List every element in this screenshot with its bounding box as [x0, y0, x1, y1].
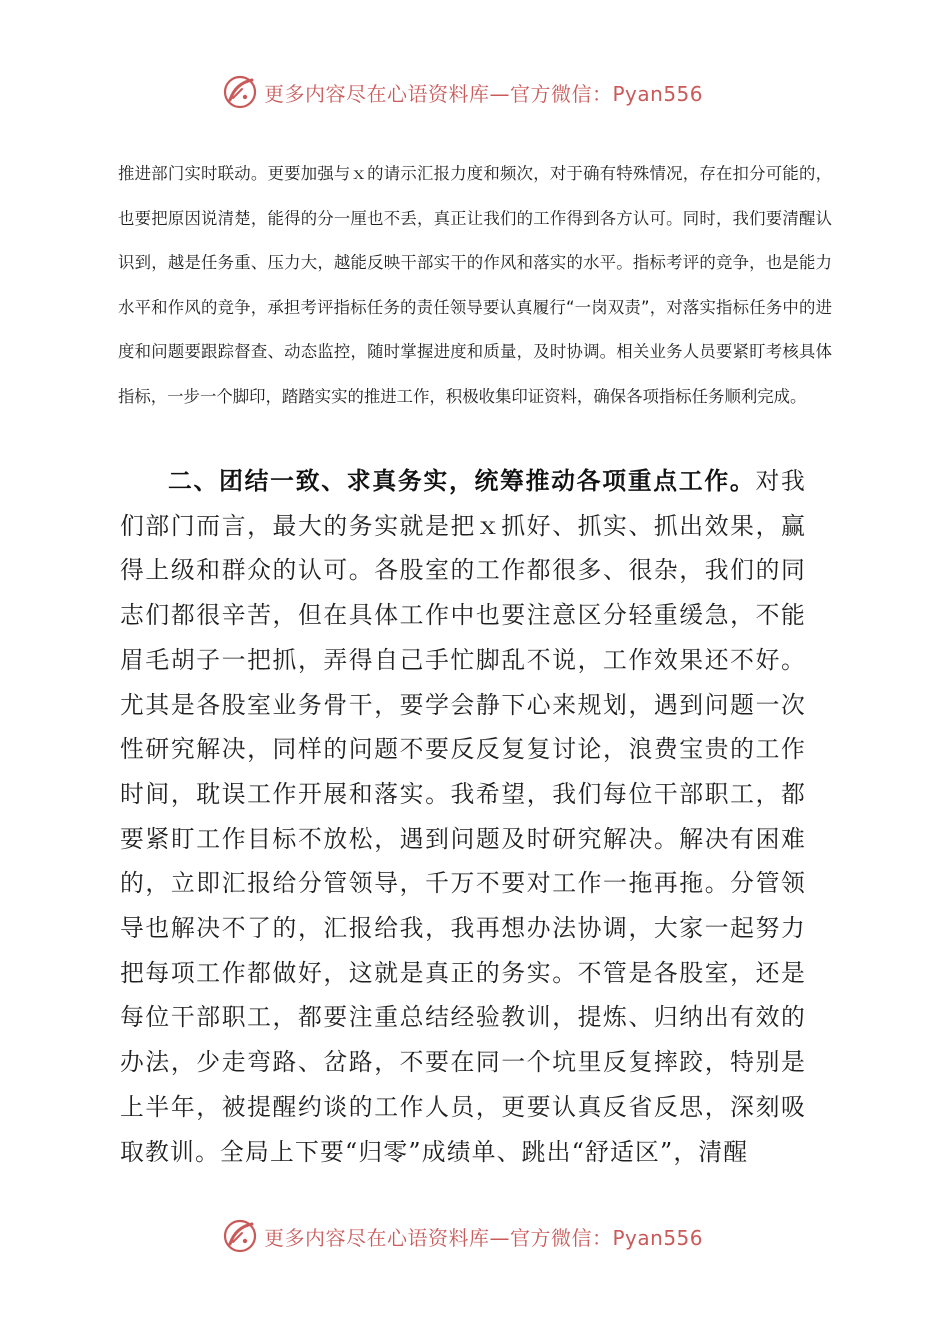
body-paragraph-1: 推进部门实时联动。更要加强与ｘ的请示汇报力度和频次，对于确有特殊情况，存在扣分可能的，也要把原因说清楚，能得的分一厘也不丢，真正让我们的工作得到各方认可。同时，我们要清醒认识到，越是任务重、压力大，越能反映干部实干的作风和落实的水平。指标考评的竞争，也是能力水平和作风的竞争，承担考评指标任务的责任领导要认真履行“一岗双责”，对落实指标任务中的进度和问题要跟踪督查、动态监控，随时掌握进度和质量，及时协调。相关业务人员要紧盯考核具体指标，一步一个脚印，踏踏实实的推进工作，积极收集印证资料，确保各项指标任务顺利完成。 [118, 164, 832, 406]
watermark-text [264, 1222, 703, 1251]
body-paragraph-2 [120, 459, 806, 1174]
watermark-wechat-handle: Pyan556 [612, 81, 704, 106]
section-body-text: 对我们部门而言，最大的务实就是把ｘ抓好、抓实、抓出效果，赢得上级和群众的认可。各股室的工作都很多、很杂，我们的同志们都很辛苦，但在具体工作中也要注意区分轻重缓急，不能眉毛胡子一把抓，弄得自己手忙脚乱不说，工作效果还不好。尤其是各股室业务骨干，要学会静下心来规划，遇到问题一次性研究解决，同样的问题不要反反复复讨论，浪费宝贵的工作时间，耽误工作开展和落实。我希望，我们每位干部职工，都要紧盯工作目标不放松，遇到问题及时研究解决。解决有困难的，立即汇报给分管领导，千万不要对工作一拖再拖。分管领导也解决不了的，汇报给我，我再想办法协调，大家一起努力把每项工作都做好，这就是真正的务实。不管是各股室，还是每位干部职工，都要注重总结经验教训，提炼、归纳出有效的办法，少走弯路、岔路，不要在同一个坑里反复摔跤，特别是上半年，被提醒约谈的工作人员，更要认真反省反思，深刻吸取教训。全局上下要“归零”成绩单、跳出“舒适区”，清醒 [120, 467, 806, 1166]
watermark-text [264, 78, 703, 107]
header-watermark-banner [222, 72, 742, 112]
brand-logo-icon [222, 74, 258, 110]
watermark-label: 更多内容尽在心语资料库—官方微信： [264, 1225, 613, 1250]
footer-watermark-banner [222, 1216, 742, 1256]
watermark-wechat-handle: Pyan556 [612, 1225, 704, 1250]
section-heading: 二、团结一致、求真务实，统筹推动各项重点工作。 [168, 467, 756, 495]
brand-logo-icon [222, 1218, 258, 1254]
watermark-label: 更多内容尽在心语资料库—官方微信： [264, 81, 613, 106]
